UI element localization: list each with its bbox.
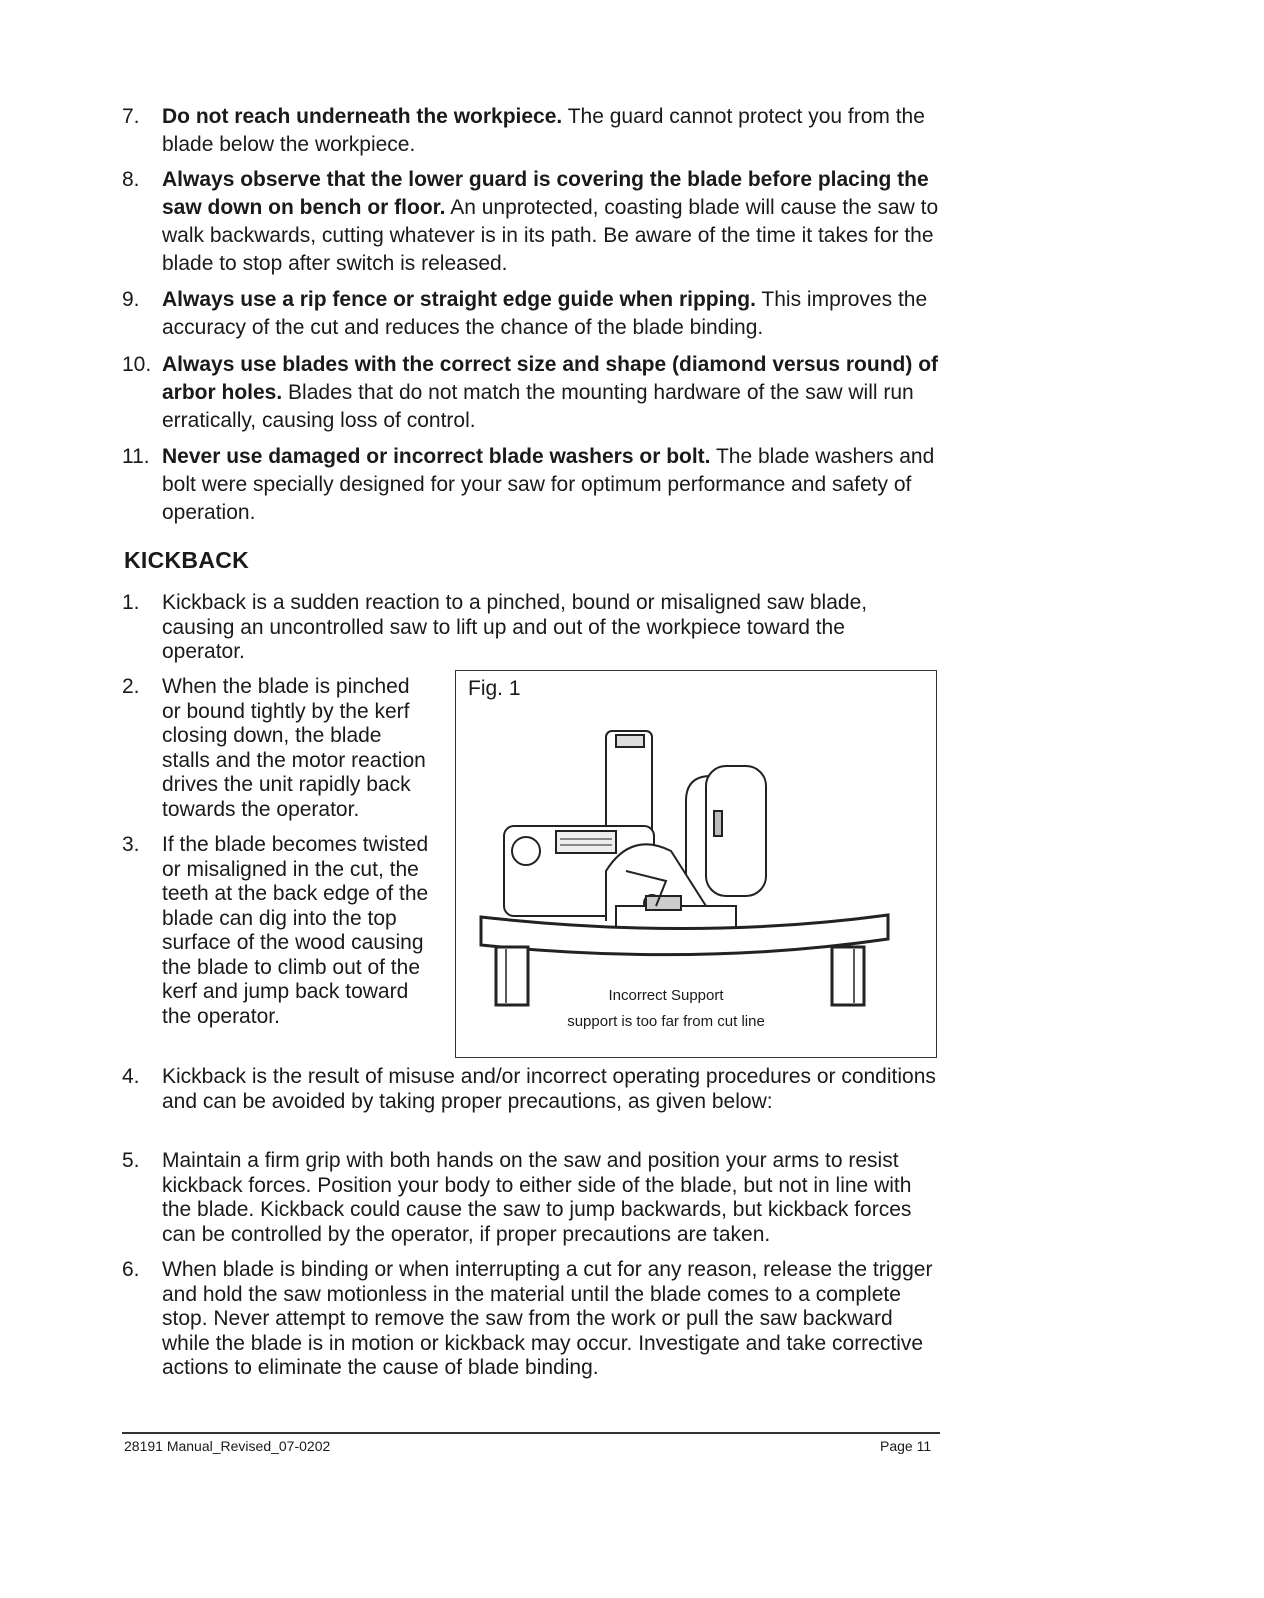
kickback-item-2 <box>122 675 432 822</box>
item-text: The blade washers and bolt were specially designed for your saw for optimum performance and safety of operation. <box>162 445 935 524</box>
item-number: 1. <box>122 591 140 614</box>
safety-item-7 <box>122 103 947 159</box>
figure-caption-text: support is too far from cut line <box>567 1013 765 1030</box>
item-text: If the blade becomes twisted or misaligned in the cut, the teeth at the back edge of the blade can dig into the top surface of the wood causing the blade to climb out of the kerf and jump back toward the operator. <box>162 833 429 1028</box>
item-text: Blades that do not match the mounting hardware of the saw will run erratically, causing loss of control. <box>162 381 914 432</box>
footer-page-number: Page 11 <box>880 1438 932 1454</box>
item-bold-text: Always use a rip fence or straight edge guide when ripping. <box>162 288 756 311</box>
kickback-item-4 <box>122 1065 942 1114</box>
safety-item-11 <box>122 443 947 527</box>
item-text: Maintain a firm grip with both hands on the saw and position your arms to resist kickback forces. Position your body to either side of the blade, but not in line with the blade. Kickback could cause the saw to jump backwards, but kickback forces can be controlled by the operator, if proper precautions are taken. <box>162 1149 912 1246</box>
figure-caption-title: Incorrect Support <box>608 987 724 1004</box>
item-number: 7. <box>122 105 140 128</box>
item-number: 5. <box>122 1149 140 1172</box>
kickback-item-5 <box>122 1149 942 1247</box>
item-text: The guard cannot protect you from the blade below the workpiece. <box>162 105 925 156</box>
kickback-item-1 <box>122 591 917 665</box>
item-text: An unprotected, coasting blade will cause the saw to walk backwards, cutting whatever is in its path. Be aware of the time it takes for the blade to stop after switch is released. <box>162 196 939 275</box>
item-bold-text: Always use blades with the correct size and shape (diamond versus round) of arbor holes. <box>162 353 939 404</box>
kickback-item-3 <box>122 833 432 1029</box>
item-number: 3. <box>122 833 140 856</box>
item-bold-text: Do not reach underneath the workpiece. <box>162 105 563 128</box>
footer-doc-id: 28191 Manual_Revised_07-0202 <box>124 1438 331 1454</box>
item-text: When the blade is pinched or bound tightly by the kerf closing down, the blade stalls and the motor reaction drives the unit rapidly back towards the operator. <box>162 675 426 821</box>
kickback-item-6 <box>122 1258 942 1381</box>
safety-item-10 <box>122 351 947 435</box>
item-number: 8. <box>122 168 140 191</box>
item-text: Kickback is the result of misuse and/or incorrect operating procedures or conditions and can be avoided by taking proper precautions, as given below: <box>162 1065 936 1113</box>
item-bold-text: Always observe that the lower guard is covering the blade before placing the saw down on bench or floor. <box>162 168 929 219</box>
item-number: 11. <box>122 445 150 468</box>
item-number: 4. <box>122 1065 140 1088</box>
kickback-heading: KICKBACK <box>124 547 250 573</box>
item-number: 2. <box>122 675 140 698</box>
item-text: Kickback is a sudden reaction to a pinched, bound or misaligned saw blade, causing an uncontrolled saw to lift up and out of the workpiece toward the operator. <box>162 591 868 663</box>
item-text: This improves the accuracy of the cut and reduces the chance of the blade binding. <box>162 288 928 339</box>
item-number: 9. <box>122 288 140 311</box>
figure-1 <box>455 670 937 1058</box>
figure-label: Fig. 1 <box>468 677 521 700</box>
item-number: 10. <box>122 353 152 376</box>
item-bold-text: Never use damaged or incorrect blade washers or bolt. <box>162 445 711 468</box>
item-text: When blade is binding or when interrupting a cut for any reason, release the trigger and hold the saw motionless in the material until the blade comes to a complete stop. Never attempt to remove the saw from the work or pull the saw backward while the blade is in motion or kickback may occur. Investigate and take corrective actions to eliminate the cause of blade binding. <box>162 1258 933 1379</box>
safety-item-8 <box>122 166 947 278</box>
footer-divider <box>122 1432 940 1434</box>
item-number: 6. <box>122 1258 140 1281</box>
safety-item-9 <box>122 286 947 342</box>
